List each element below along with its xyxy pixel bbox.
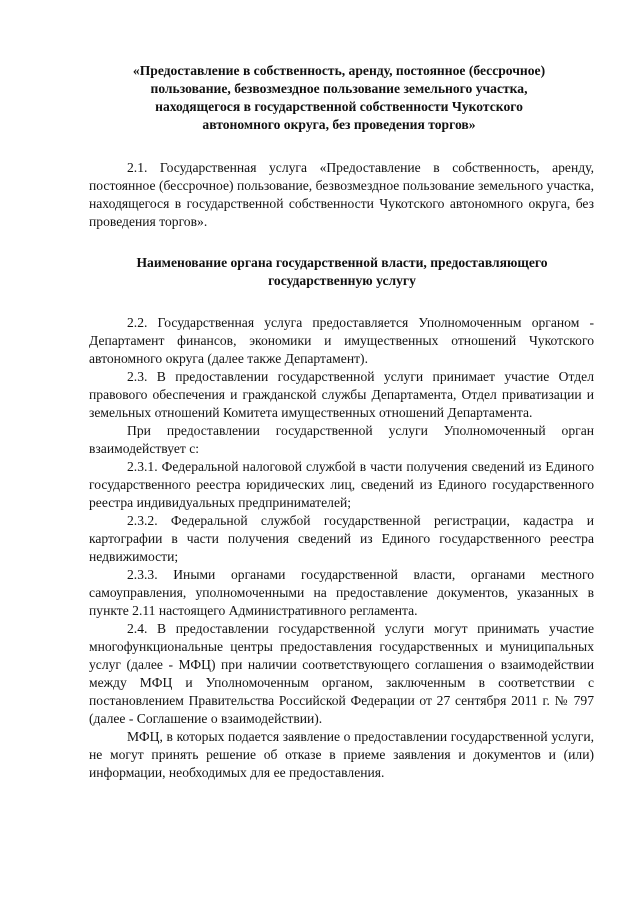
paragraph-2-1: 2.1. Государственная услуга «Предоставление в собственность, аренду, постоянное (бессрочное) пользование, безвозмездное пользование земельного участка, находящегося в государственной собственности Чукотского автономного округа, без проведения торгов». <box>89 160 594 229</box>
paragraph-2-3-1: 2.3.1. Федеральной налоговой службой в части получения сведений из Единого государственного реестра юридических лиц, сведений из Единого государственного реестра индивидуальных предпринимателей; <box>89 459 594 510</box>
document-page <box>89 62 594 782</box>
paragraph-2-2: 2.2. Государственная услуга предоставляется Уполномоченным органом - Департамент финансов, экономики и имущественных отношений Чукотского автономного округа (далее также Департамент). <box>89 315 594 366</box>
section-heading: Наименование органа государственной власти, предоставляющего государственную услугу <box>136 255 548 288</box>
spacer <box>89 134 594 159</box>
spacer <box>89 290 594 314</box>
paragraph-2-3-3: 2.3.3. Иными органами государственной власти, органами местного самоуправления, уполномоченными на предоставление документов, указанных в пункте 2.11 настоящего Административного регламента. <box>89 567 594 618</box>
paragraph-2-4: 2.4. В предоставлении государственной услуги могут принимать участие многофункциональные центры предоставления государственных и муниципальных услуг (далее - МФЦ) при наличии соответствующего соглашения о взаимодействии между МФЦ и Уполномоченным органом, заключенным в соответствии с постановлением Правительства Российской Федерации от 27 сентября 2011 г. № 797 (далее - Соглашение о взаимодействии). <box>89 621 594 726</box>
spacer <box>89 231 594 254</box>
paragraph-mfc: МФЦ, в которых подается заявление о предоставлении государственной услуги, не могут принять решение об отказе в приеме заявления и документов и (или) информации, необходимых для ее предоставления. <box>89 729 594 780</box>
paragraph-2-3-2: 2.3.2. Федеральной службой государственной регистрации, кадастра и картографии в части получения сведений из Единого государственного реестра недвижимости; <box>89 513 594 564</box>
paragraph-2-3: 2.3. В предоставлении государственной услуги принимает участие Отдел правового обеспечения и гражданской службы Департамента, Отдел приватизации и земельных отношений Комитета имущественных отношений Департамента. <box>89 369 594 420</box>
paragraph-interaction-intro: При предоставлении государственной услуги Уполномоченный орган взаимодействует с: <box>89 423 594 456</box>
document-title: «Предоставление в собственность, аренду, постоянное (бессрочное) пользование, безвозмездное пользование земельного участка, находящегося в государственной собственности Чукотского автономного округа, без проведения торгов» <box>132 63 546 132</box>
